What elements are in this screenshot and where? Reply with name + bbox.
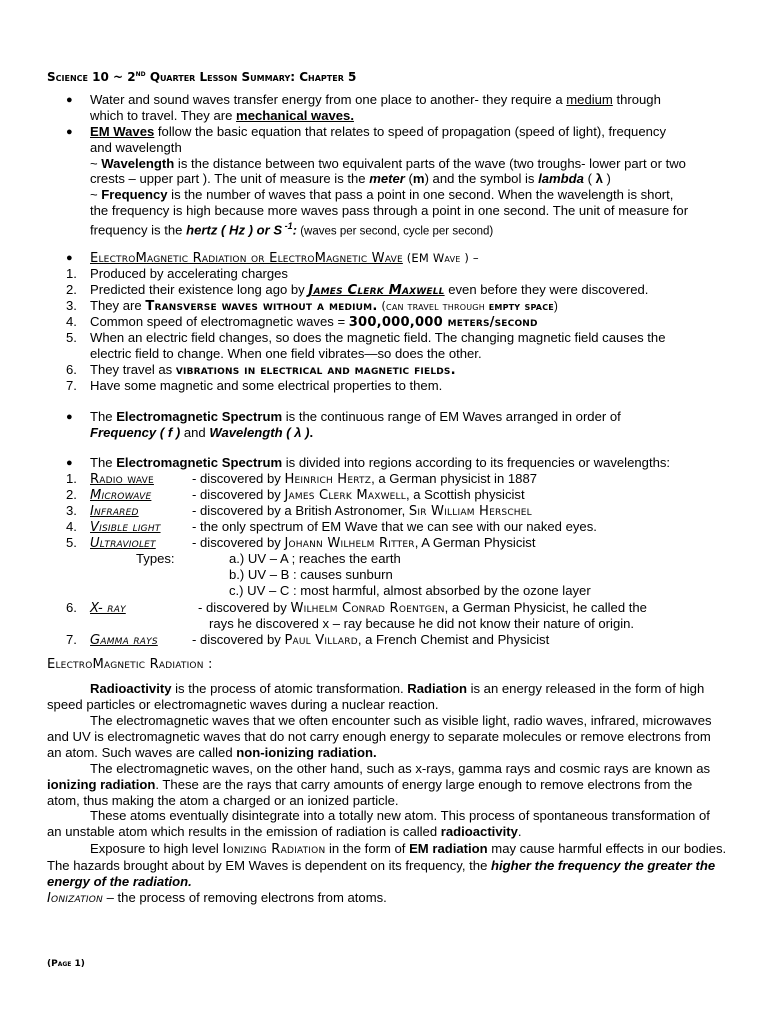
title-rest: Quarter Lesson Summary: Chapter 5: [145, 70, 357, 84]
bullet-spectrum-definition: The Electromagnetic Spectrum is the continuous range of EM Waves arranged in order of Frequency ( f ) and Wavelength ( λ ).: [90, 409, 621, 440]
paragraph-radioactivity: Radioactivity is the process of atomic transformation. Radiation is an energy released in the form of high speed particles or electromagnetic waves during a nuclear reaction.: [47, 681, 705, 712]
spectrum-name: Radio wave: [90, 472, 154, 487]
paragraph-non-ionizing: The electromagnetic waves that we often encounter such as visible light, radio waves, infrared, microwaves and UV is electromagnetic waves that do not carry enough energy to separate molecules or remove electrons from an atom. Such waves are called non-ionizing radiation.: [47, 713, 712, 760]
list-item: Have some magnetic and some electrical properties to them.: [90, 378, 443, 393]
list-number: 2.: [66, 282, 77, 297]
bullet-icon: ●: [66, 126, 73, 138]
list-number: 4.: [66, 314, 77, 329]
spectrum-description: - the only spectrum of EM Wave that we can see with our naked eyes.: [192, 519, 597, 534]
uv-types-label: Types:: [136, 551, 175, 566]
list-number: 7.: [66, 632, 77, 647]
page-footer: (Page 1): [47, 959, 85, 969]
bullet-em-waves: EM Waves follow the basic equation that relates to speed of propagation (speed of light), frequency and wavelength ~ Wavelength is the distance between two equivalent parts of the wave (two troughs- lower part or two crests – upper part ). The unit of measure is the meter (m) and the symbol is lambda ( λ ) ~ Frequency is the number of waves that pass a point in one second. When the wavelength is short, the frequency is high because more waves pass through a point in one second. The unit of measure for frequency is the hertz ( Hz ) or S $^{-1}$: (waves per second, cycle per second): [90, 124, 689, 238]
list-number: 1.: [66, 471, 77, 486]
list-number: 7.: [66, 378, 77, 393]
list-item: They are Transverse waves without a medium. (can travel through empty space): [90, 298, 558, 314]
spectrum-description: - discovered by Wilhelm Conrad Roentgen, a German Physicist, he called the: [198, 600, 647, 616]
spectrum-name: Microwave: [90, 488, 152, 503]
list-item: When an electric field changes, so does the magnetic field. The changing magnetic field causes the electric field to change. When one field vibrates—so does the other.: [90, 330, 666, 361]
list-number: 6.: [66, 600, 77, 615]
spectrum-name: Infrared: [90, 504, 139, 519]
list-item: Produced by accelerating charges: [90, 266, 288, 281]
list-number: 1.: [66, 266, 77, 281]
paragraph-disintegrate: These atoms eventually disintegrate into a totally new atom. This process of spontaneous transformation of an unstable atom which results in the emission of radiation is called radioactivity.: [47, 808, 710, 839]
list-number: 5.: [66, 535, 77, 550]
bullet-icon: ●: [66, 252, 73, 264]
bullet-icon: ●: [66, 411, 73, 423]
title-superscript: nd: [135, 69, 146, 78]
spectrum-name: X- ray: [90, 601, 126, 616]
page-title: [47, 66, 356, 86]
spectrum-description: - discovered by a British Astronomer, Sir William Herschel: [192, 503, 532, 519]
bullet-spectrum-regions: The Electromagnetic Spectrum is divided into regions according to its frequencies or wavelengths:: [90, 455, 671, 470]
list-item: Predicted their existence long ago by James Clerk Maxwell even before they were discovered.: [90, 282, 649, 298]
list-number: 4.: [66, 519, 77, 534]
title-text: Science 10 ~ 2: [47, 70, 136, 84]
paragraph-exposure: Exposure to high level Ionizing Radiation in the form of EM radiation may cause harmful effects in our bodies. The hazards brought about by EM Waves is dependent on its frequency, the higher the frequency the greater the energy of the radiation.: [47, 841, 727, 889]
bullet-em-radiation: ElectroMagnetic Radiation or ElectroMagnetic Wave (EM Wave ) –: [90, 251, 479, 266]
spectrum-name: Gamma rays: [90, 633, 158, 648]
uv-type-a: a.) UV – A ; reaches the earth: [229, 551, 401, 566]
spectrum-description: - discovered by Heinrich Hertz, a German physicist in 1887: [192, 471, 538, 487]
list-item: Common speed of electromagnetic waves = 300,000,000 meters/second: [90, 314, 538, 330]
bullet-icon: ●: [66, 94, 73, 106]
list-number: 6.: [66, 362, 77, 377]
list-item: They travel as vibrations in electrical and magnetic fields.: [90, 362, 456, 378]
paragraph-ionizing: The electromagnetic waves, on the other hand, such as x-rays, gamma rays and cosmic rays are known as ionizing radiation. These are the rays that carry amounts of energy large enough to remove electrons from the atom, thus making the atom a charged or an ionized particle.: [47, 761, 711, 808]
uv-type-b: b.) UV – B : causes sunburn: [229, 567, 393, 582]
spectrum-name: Ultraviolet: [90, 536, 156, 551]
spectrum-description: - discovered by James Clerk Maxwell, a Scottish physicist: [192, 487, 525, 503]
list-number: 3.: [66, 503, 77, 518]
bullet-mechanical-waves: Water and sound waves transfer energy from one place to another- they require a medium through which to travel. They are mechanical waves.: [90, 92, 661, 123]
spectrum-name: Visible light: [90, 520, 161, 535]
spectrum-description: - discovered by Johann Wilhelm Ritter, A German Physicist: [192, 535, 536, 551]
section-heading: ElectroMagnetic Radiation :: [47, 657, 213, 672]
spectrum-description-cont: rays he discovered x – ray because he did not know their nature of origin.: [209, 616, 635, 631]
uv-type-c: c.) UV – C : most harmful, almost absorbed by the ozone layer: [229, 583, 591, 598]
spectrum-description: - discovered by Paul Villard, a French Chemist and Physicist: [192, 632, 550, 648]
bullet-icon: ●: [66, 457, 73, 469]
list-number: 2.: [66, 487, 77, 502]
list-number: 5.: [66, 330, 77, 345]
ionization-definition: Ionization – the process of removing electrons from atoms.: [47, 890, 387, 906]
list-number: 3.: [66, 298, 77, 313]
